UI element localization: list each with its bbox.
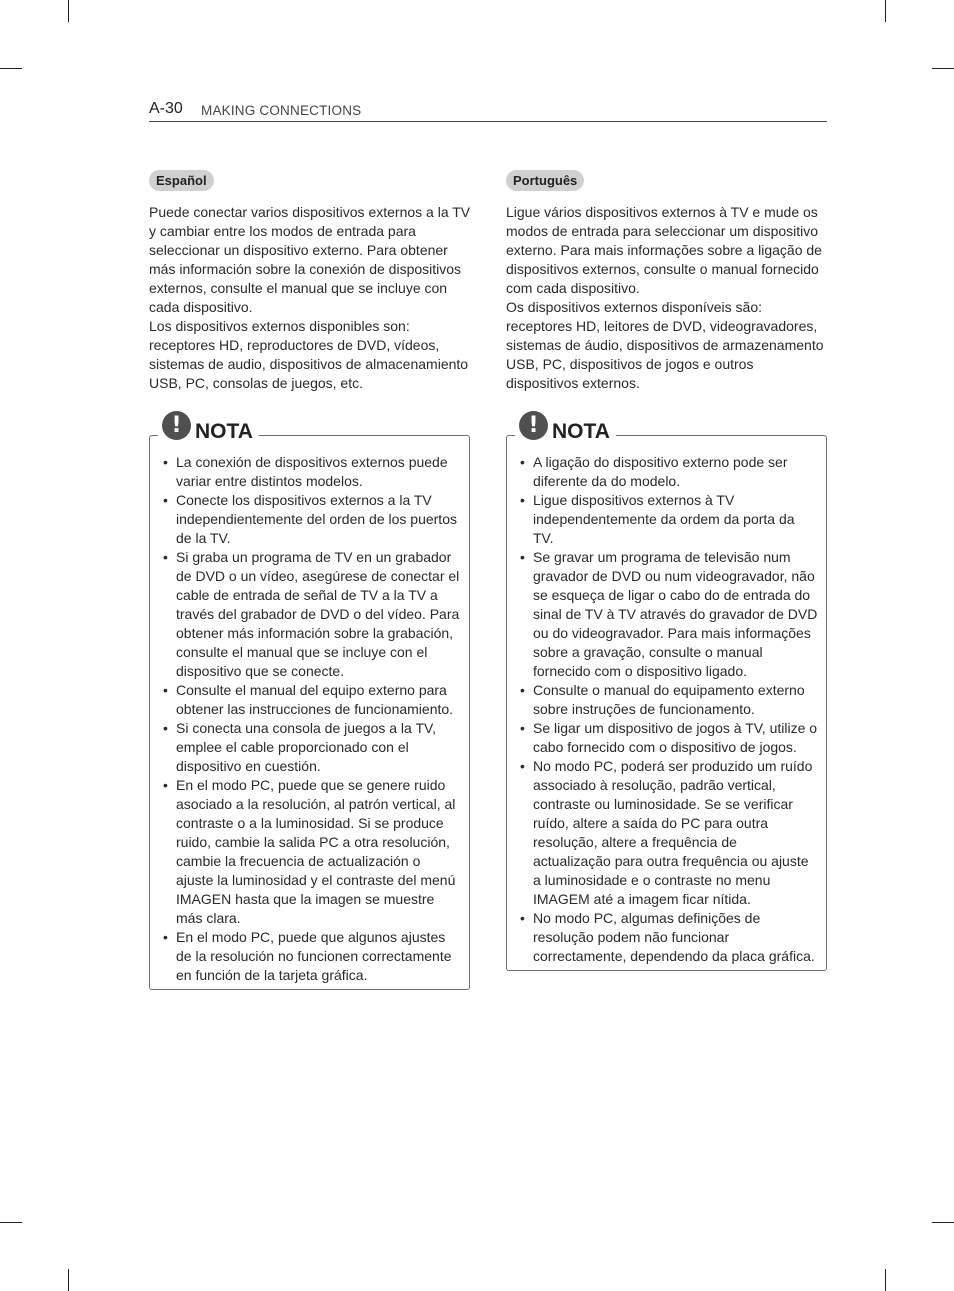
exclamation-circle-icon: ! — [162, 411, 191, 440]
note-box-spanish — [149, 413, 470, 990]
list-item: • No modo PC, poderá ser produzido um ruído associado à resolução, padrão vertical, contraste ou luminosidade. Se se verificar ruído, altere a saída do PC para outra resolução, altere a frequência de actualização para outra frequência ou ajuste a luminosidade e o contraste no menu IMAGEM até a imagem ficar nítida. — [533, 757, 818, 909]
exclamation-circle-icon: ! — [519, 411, 548, 440]
list-item: • Se gravar um programa de televisão num gravador de DVD ou num videogravador, não se esqueça de ligar o cabo do de entrada do sinal de TV à TV através do gravador de DVD ou do videogravador. Para mais informações sobre a gravação, consulte o manual fornecido com o dispositivo ligado. — [533, 548, 818, 681]
note-box-portuguese — [506, 413, 827, 971]
list-item: • Consulte el manual del equipo externo para obtener las instrucciones de funcionamiento. — [176, 681, 461, 719]
note-list — [162, 453, 461, 985]
section-title: MAKING CONNECTIONS — [201, 103, 362, 118]
note-header — [515, 410, 616, 444]
paragraph: Puede conectar varios dispositivos externos a la TV y cambiar entre los modos de entrada para seleccionar un dispositivo externo. Para obtener más información sobre la conexión de dispositivos externos, consulte el manual que se incluye con cada dispositivo. — [149, 204, 471, 315]
crop-mark — [885, 1269, 886, 1291]
crop-mark — [0, 68, 22, 69]
crop-mark — [68, 1269, 69, 1291]
list-item: • Se ligar um dispositivo de jogos à TV, utilize o cabo fornecido com o dispositivo de jogos. — [533, 719, 818, 757]
intro-text-portuguese — [506, 203, 828, 393]
spanish-column — [149, 170, 471, 990]
intro-text-spanish — [149, 203, 471, 393]
list-item: • Ligue dispositivos externos à TV independentemente da ordem da porta da TV. — [533, 491, 818, 548]
list-item: • La conexión de dispositivos externos puede variar entre distintos modelos. — [176, 453, 461, 491]
language-badge-portuguese: Português — [506, 170, 584, 191]
page-header — [149, 100, 827, 122]
note-title: NOTA — [195, 420, 253, 443]
page-number: A-30 — [149, 100, 183, 117]
crop-mark — [68, 0, 69, 22]
crop-mark — [932, 68, 954, 69]
list-item: • Si conecta una consola de juegos a la TV, emplee el cable proporcionado con el dispositivo en cuestión. — [176, 719, 461, 776]
list-item: • No modo PC, algumas definições de resolução podem não funcionar correctamente, dependendo da placa gráfica. — [533, 909, 818, 966]
crop-mark — [885, 0, 886, 22]
crop-mark — [932, 1222, 954, 1223]
list-item: • A ligação do dispositivo externo pode ser diferente da do modelo. — [533, 453, 818, 491]
note-header — [158, 410, 259, 444]
paragraph: Los dispositivos externos disponibles son: receptores HD, reproductores de DVD, vídeos, sistemas de audio, dispositivos de almacenamiento USB, PC, consolas de juegos, etc. — [149, 318, 469, 391]
list-item: • Conecte los dispositivos externos a la TV independientemente del orden de los puertos de la TV. — [176, 491, 461, 548]
portuguese-column — [506, 170, 828, 971]
list-item: • En el modo PC, puede que se genere ruido asociado a la resolución, al patrón vertical, al contraste o a la luminosidad. Si se produce ruido, cambie la salida PC a otra resolución, cambie la frecuencia de actualización o ajuste la luminosidad y el contraste del menú IMAGEN hasta que la imagen se muestre más clara. — [176, 776, 461, 928]
list-item: • En el modo PC, puede que algunos ajustes de la resolución no funcionen correctamente en función de la tarjeta gráfica. — [176, 928, 461, 985]
language-badge-spanish: Español — [149, 170, 214, 191]
paragraph: Os dispositivos externos disponíveis são: receptores HD, leitores de DVD, videogravadores, sistemas de áudio, dispositivos de armazenamento USB, PC, dispositivos de jogos e outros dispositivos externos. — [506, 299, 824, 391]
note-list — [519, 453, 818, 966]
crop-mark — [0, 1222, 22, 1223]
note-title: NOTA — [552, 420, 610, 443]
list-item: • Si graba un programa de TV en un grabador de DVD o un vídeo, asegúrese de conectar el cable de entrada de señal de TV a la TV a través del grabador de DVD o del vídeo. Para obtener más información sobre la grabación, consulte el manual que se incluye con el dispositivo que se conecte. — [176, 548, 461, 681]
paragraph: Ligue vários dispositivos externos à TV e mude os modos de entrada para seleccionar um dispositivo externo. Para mais informações sobre a ligação de dispositivos externos, consulte o manual fornecido com cada dispositivo. — [506, 204, 822, 296]
list-item: • Consulte o manual do equipamento externo sobre instruções de funcionamento. — [533, 681, 818, 719]
